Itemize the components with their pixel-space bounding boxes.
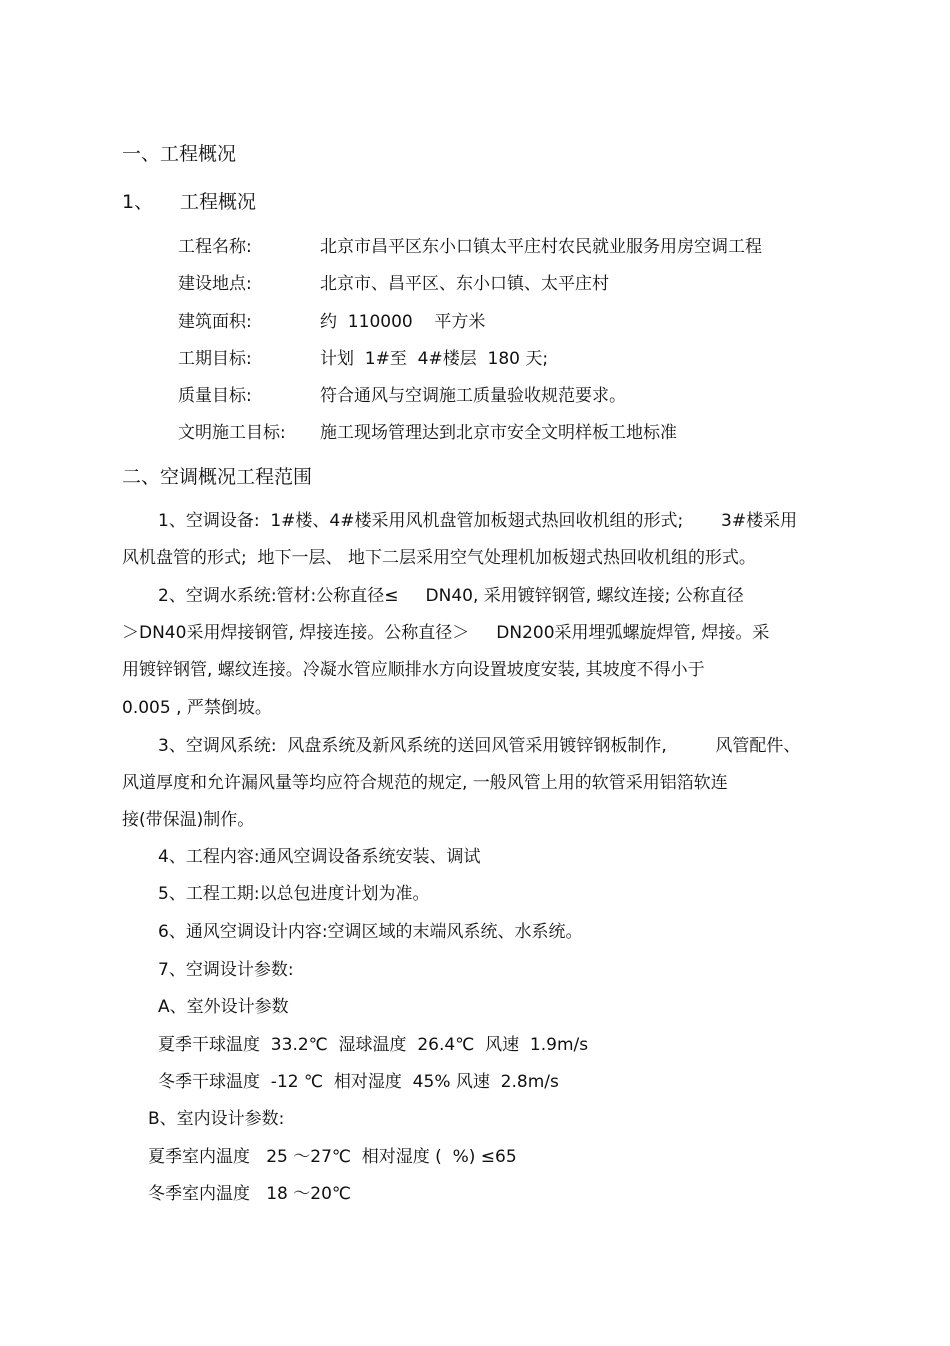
paragraph-6: 6、通风空调设计内容:空调区域的末端风系统、水系统。 xyxy=(158,922,583,942)
paragraph-5: 5、工程工期:以总包进度计划为准。 xyxy=(158,884,430,904)
paragraph-2-line-1: 2、空调水系统:管材:公称直径≤ DN40, 采用镀锌钢管, 螺纹连接; 公称直径 xyxy=(158,586,744,606)
section-heading-2: 二、空调概况工程范围 xyxy=(122,466,313,488)
paragraph-3-line-1: 3、空调风系统: 风盘系统及新风系统的送回风管采用镀锌钢板制作, 风管配件、 xyxy=(158,736,801,756)
paragraph-7: 7、空调设计参数: xyxy=(158,960,294,980)
area-value: 约 110000 平方米 xyxy=(320,312,486,332)
quality-value: 符合通风与空调施工质量验收规范要求。 xyxy=(320,386,626,406)
location-label: 建设地点: xyxy=(178,274,252,294)
indoor-winter-params: 冬季室内温度 18 ～20℃ xyxy=(148,1184,351,1204)
subsection-title: 工程概况 xyxy=(180,191,257,213)
area-label: 建筑面积: xyxy=(178,312,252,332)
quality-label: 质量目标: xyxy=(178,386,252,406)
schedule-label: 工期目标: xyxy=(178,349,252,369)
paragraph-2-line-4: 0.005 , 严禁倒坡。 xyxy=(122,698,272,718)
subsection-number: 1、 xyxy=(122,191,154,213)
paragraph-2-line-2: ＞DN40采用焊接钢管, 焊接连接。公称直径＞ DN200采用埋弧螺旋焊管, 焊接。采 xyxy=(122,623,770,643)
outdoor-params-title: A、室外设计参数 xyxy=(158,997,289,1017)
paragraph-1-line-2: 风机盘管的形式; 地下一层、 地下二层采用空气处理机加板翅式热回收机组的形式。 xyxy=(122,548,756,568)
paragraph-4: 4、工程内容:通风空调设备系统安装、调试 xyxy=(158,847,481,867)
project-name-label: 工程名称: xyxy=(178,237,252,257)
project-name-value: 北京市昌平区东小口镇太平庄村农民就业服务用房空调工程 xyxy=(320,237,762,257)
outdoor-winter-params: 冬季干球温度 -12 ℃ 相对湿度 45% 风速 2.8m/s xyxy=(158,1072,559,1092)
paragraph-1-line-1: 1、空调设备: 1#楼、4#楼采用风机盘管加板翅式热回收机组的形式; 3#楼采用 xyxy=(158,511,798,531)
location-value: 北京市、昌平区、东小口镇、太平庄村 xyxy=(320,274,609,294)
paragraph-2-line-3: 用镀锌钢管, 螺纹连接。冷凝水管应顺排水方向设置坡度安装, 其坡度不得小于 xyxy=(122,660,705,680)
schedule-value: 计划 1#至 4#楼层 180 天; xyxy=(320,349,549,369)
paragraph-3-line-2: 风道厚度和允许漏风量等均应符合规范的规定, 一般风管上用的软管采用铝箔软连 xyxy=(122,773,728,793)
paragraph-3-line-3: 接(带保温)制作。 xyxy=(122,810,255,830)
indoor-summer-params: 夏季室内温度 25 ～27℃ 相对湿度 ( %) ≤65 xyxy=(148,1147,517,1167)
outdoor-summer-params: 夏季干球温度 33.2℃ 湿球温度 26.4℃ 风速 1.9m/s xyxy=(158,1035,589,1055)
indoor-params-title: B、室内设计参数: xyxy=(148,1109,285,1129)
section-heading-1: 一、工程概况 xyxy=(122,143,237,165)
civilized-label: 文明施工目标: xyxy=(178,423,286,443)
civilized-value: 施工现场管理达到北京市安全文明样板工地标准 xyxy=(320,423,677,443)
